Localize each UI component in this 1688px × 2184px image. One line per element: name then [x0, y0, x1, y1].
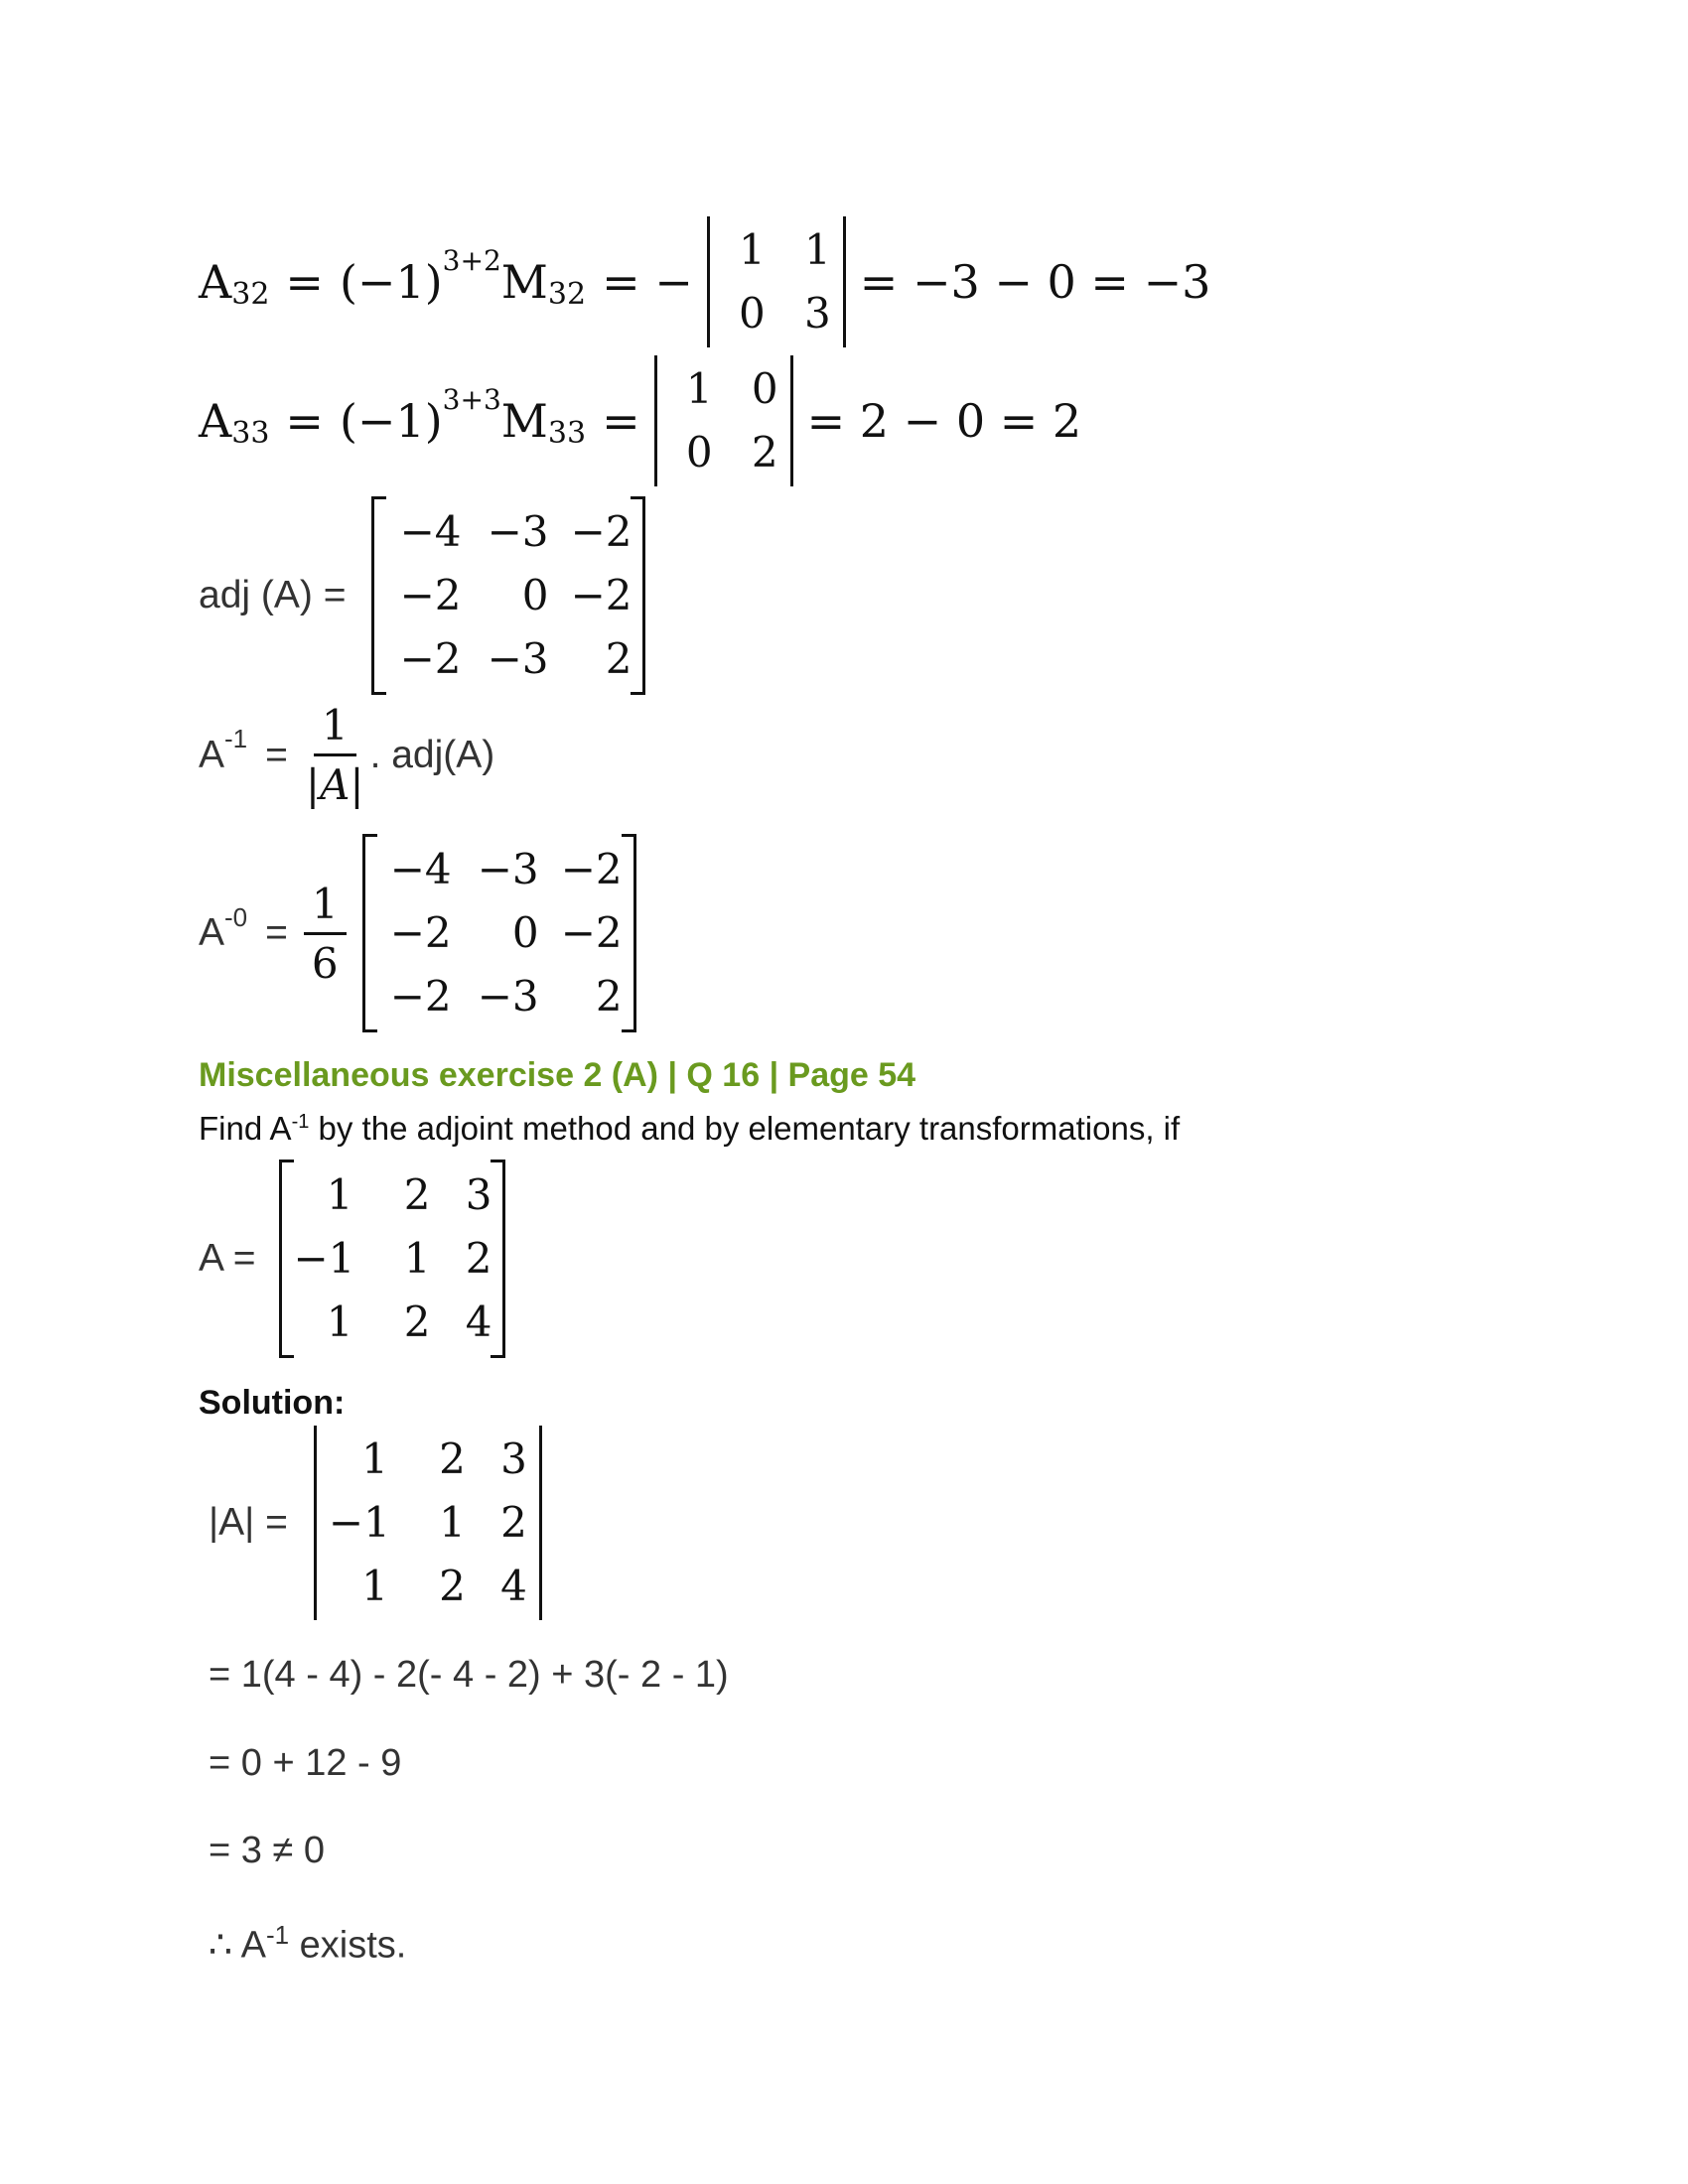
conclusion-suffix: exists. — [289, 1924, 407, 1967]
a32-exponent: 3+2 — [442, 243, 501, 277]
matrix-cell: −2 — [399, 634, 462, 683]
matrix-cell: −4 — [399, 507, 462, 556]
matrix-cell: 2 — [403, 1297, 431, 1346]
fraction-numerator: 1 — [304, 880, 347, 935]
det-cell: 2 — [751, 428, 778, 477]
matrix-cell: −2 — [389, 908, 452, 957]
fraction-denominator: |A| — [305, 760, 364, 809]
inverse-formula — [199, 701, 494, 809]
det-cell: 0 — [751, 364, 778, 413]
inverse-result-eq: = — [265, 911, 288, 954]
matrix-cell: 0 — [511, 908, 539, 957]
cofactor-a33-equation: A 33 = (−1) 3+3 M 33 = 1 0 0 2 = 2 − 0 = 2 — [199, 355, 1081, 486]
a32-minor-subscript: 32 — [547, 276, 587, 312]
a33-exponent: 3+3 — [442, 382, 501, 416]
question-matrix-label: A = — [199, 1237, 256, 1280]
matrix-cell: 0 — [521, 571, 549, 619]
matrix-cell: 2 — [605, 634, 633, 683]
a33-sign: (−1) — [339, 394, 443, 448]
matrix-cell: 3 — [465, 1170, 492, 1219]
matrix-cell: 4 — [465, 1297, 492, 1346]
matrix-cell: −3 — [477, 972, 539, 1021]
inverse-formula-rhs: . adj(A) — [369, 733, 495, 776]
det-cell: 1 — [361, 1562, 388, 1610]
a32-determinant — [707, 216, 846, 347]
inverse-result-lhs: A — [199, 911, 225, 954]
inverse-result-fraction — [304, 880, 347, 988]
det-cell: 0 — [685, 428, 713, 477]
matrix-cell: 2 — [403, 1170, 431, 1219]
inverse-result-matrix — [362, 834, 636, 1032]
inverse-formula-fraction — [306, 701, 364, 809]
adjoint-matrix — [371, 496, 645, 695]
det-cell: 1 — [361, 1434, 388, 1483]
fraction-denominator: 6 — [311, 938, 339, 988]
conclusion-exponent: -1 — [265, 1920, 290, 1950]
inverse-result-exponent: -0 — [224, 901, 248, 932]
a33-lhs-subscript: 33 — [231, 415, 270, 451]
matrix-cell: 2 — [465, 1234, 492, 1283]
solution-conclusion — [209, 1920, 406, 1968]
det-cell: 1 — [439, 1498, 466, 1547]
conclusion-prefix: ∴ A — [209, 1924, 266, 1967]
adjoint-equation — [199, 496, 655, 695]
cofactor-a32-equation: A 32 = (−1) 3+2 M 32 = − 1 1 0 3 = −3 − 0 = −3 — [199, 216, 1210, 347]
solution-determinant-equation — [199, 1426, 556, 1620]
question-matrix — [279, 1160, 505, 1358]
det-cell: 1 — [685, 364, 713, 413]
matrix-cell: 1 — [326, 1170, 353, 1219]
det-cell: 1 — [804, 225, 831, 274]
matrix-cell: −2 — [389, 972, 452, 1021]
solution-step-3: = 3 ≠ 0 — [209, 1830, 325, 1871]
solution-det-label: |A| = — [209, 1501, 288, 1544]
solution-title: Solution: — [199, 1384, 346, 1422]
det-cell: 3 — [500, 1434, 527, 1483]
a33-minor: M — [500, 394, 548, 448]
question-text — [199, 1110, 1180, 1148]
a32-lhs: A — [199, 255, 232, 309]
question-text-before: Find A — [199, 1110, 292, 1147]
a32-result: = −3 − 0 = −3 — [859, 255, 1211, 309]
matrix-cell: 2 — [595, 972, 623, 1021]
inverse-formula-eq: = — [265, 733, 288, 776]
a32-eq-prefix: = − — [602, 255, 693, 309]
matrix-cell: −2 — [399, 571, 462, 619]
det-cell: 3 — [804, 289, 831, 338]
matrix-cell: −2 — [560, 845, 623, 893]
matrix-cell: −2 — [570, 571, 633, 619]
matrix-cell: −3 — [477, 845, 539, 893]
matrix-cell: −2 — [570, 507, 633, 556]
det-cell: 2 — [439, 1434, 466, 1483]
det-cell: 4 — [500, 1562, 527, 1610]
inverse-formula-lhs: A — [199, 733, 225, 776]
a33-determinant — [654, 355, 793, 486]
matrix-cell: −3 — [487, 507, 549, 556]
matrix-cell: −3 — [487, 634, 549, 683]
det-cell: 2 — [439, 1562, 466, 1610]
a33-eq-prefix: = — [602, 394, 640, 448]
matrix-cell: −2 — [560, 908, 623, 957]
inverse-formula-exponent: -1 — [224, 724, 248, 753]
fraction-numerator: 1 — [314, 701, 356, 756]
det-cell: −1 — [328, 1498, 390, 1547]
a32-sign: (−1) — [339, 255, 443, 309]
a33-lhs: A — [199, 394, 232, 448]
question-matrix-equation — [199, 1160, 515, 1358]
inverse-result — [199, 834, 646, 1032]
question-heading: Miscellaneous exercise 2 (A) | Q 16 | Page 54 — [199, 1056, 916, 1094]
det-cell: 2 — [500, 1498, 527, 1547]
solution-determinant — [314, 1426, 542, 1620]
det-cell: 0 — [739, 289, 766, 338]
a32-lhs-subscript: 32 — [231, 276, 270, 312]
a32-minor: M — [500, 255, 548, 309]
question-text-exponent: -1 — [291, 1111, 310, 1133]
a33-result: = 2 − 0 = 2 — [806, 394, 1082, 448]
matrix-cell: −1 — [293, 1234, 355, 1283]
adjoint-label: adj (A) = — [199, 574, 347, 616]
a33-minor-subscript: 33 — [547, 415, 587, 451]
matrix-cell: −4 — [389, 845, 452, 893]
solution-step-2: = 0 + 12 - 9 — [209, 1742, 402, 1784]
question-text-after: by the adjoint method and by elementary transformations, if — [309, 1110, 1181, 1147]
matrix-cell: 1 — [326, 1297, 353, 1346]
det-cell: 1 — [739, 225, 766, 274]
matrix-cell: 1 — [403, 1234, 431, 1283]
solution-step-1: = 1(4 - 4) - 2(- 4 - 2) + 3(- 2 - 1) — [209, 1654, 729, 1696]
